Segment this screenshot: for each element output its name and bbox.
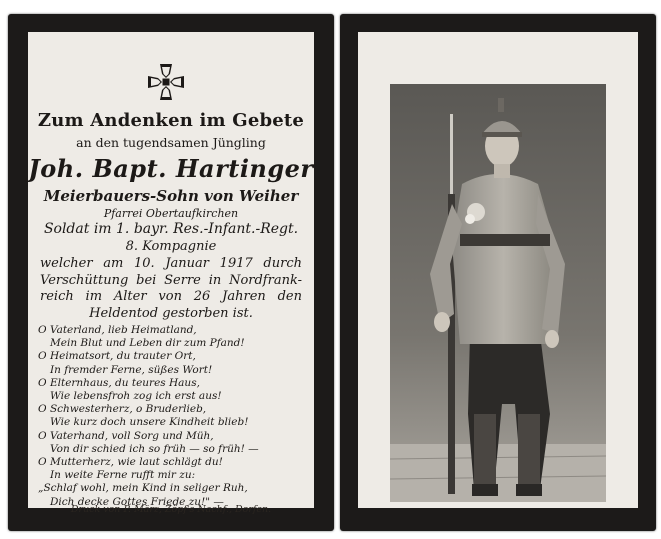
poem-line: Mein Blut und Leben dir zum Pfand!	[50, 337, 245, 350]
military-company: 8. Kompagnie	[125, 239, 217, 254]
poem-line: Wie lebensfroh zog ich erst aus!	[50, 390, 222, 403]
poem-line: O Vaterhand, voll Sorg und Müh,	[38, 429, 214, 442]
notice-line: reich im Alter von 26 Jahren den	[40, 289, 302, 304]
soldier-portrait-icon	[390, 84, 606, 502]
poem-line: O Schwesterherz, o Bruderlieb,	[38, 403, 207, 416]
card-title: Zum Andenken im Gebete	[37, 110, 305, 131]
poem-line: In weite Ferne rufft mir zu:	[50, 469, 196, 482]
parish-line: Pfarrei Obertaufkirchen	[103, 207, 239, 220]
memorial-card-back	[340, 14, 656, 531]
poem-line: „Schlaf wohl, mein Kind in seliger Ruh,	[38, 482, 248, 495]
poem-line: Wie kurz doch unsere Kindheit blieb!	[50, 416, 249, 429]
poem-line: Dich decke Gottes Friede zu!" —	[50, 495, 224, 508]
poem-line: O Heimatsort, du trauter Ort,	[38, 350, 196, 363]
memorial-poem	[38, 324, 306, 509]
poem-line: O Mutterherz, wie laut schlägt du!	[38, 456, 223, 469]
poem-line: In fremder Ferne, süßes Wort!	[50, 363, 213, 376]
card-subtitle: an den tugendsamen Jüngling	[76, 135, 266, 150]
soldier-portrait-photo	[390, 84, 606, 502]
poem-line: Von dir schied ich so früh — so früh! —	[50, 442, 259, 455]
notice-line: welcher am 10. Januar 1917 durch	[40, 256, 302, 271]
notice-line: Verschüttung bei Serre in Nordfrank-	[40, 272, 302, 288]
card-back-paper	[358, 32, 638, 508]
poem-line: O Vaterland, lieb Heimatland,	[38, 324, 197, 336]
card-front-paper	[28, 32, 314, 515]
printer-imprint: Druck von P. März, Zöpf's Nachf., Dorfen.	[70, 504, 272, 515]
deceased-name: Joh. Bapt. Hartinger	[28, 154, 314, 183]
memorial-card-front	[8, 14, 334, 531]
death-notice-text	[40, 256, 302, 322]
deceased-origin: Meierbauers-Sohn von Weiher	[43, 187, 299, 205]
military-unit: Soldat im 1. bayr. Res.-Infant.-Regt.	[43, 221, 299, 237]
notice-line: Heldentod gestorben ist.	[89, 305, 253, 321]
iron-cross-icon	[146, 62, 186, 102]
poem-line: O Elternhaus, du teures Haus,	[38, 376, 200, 389]
